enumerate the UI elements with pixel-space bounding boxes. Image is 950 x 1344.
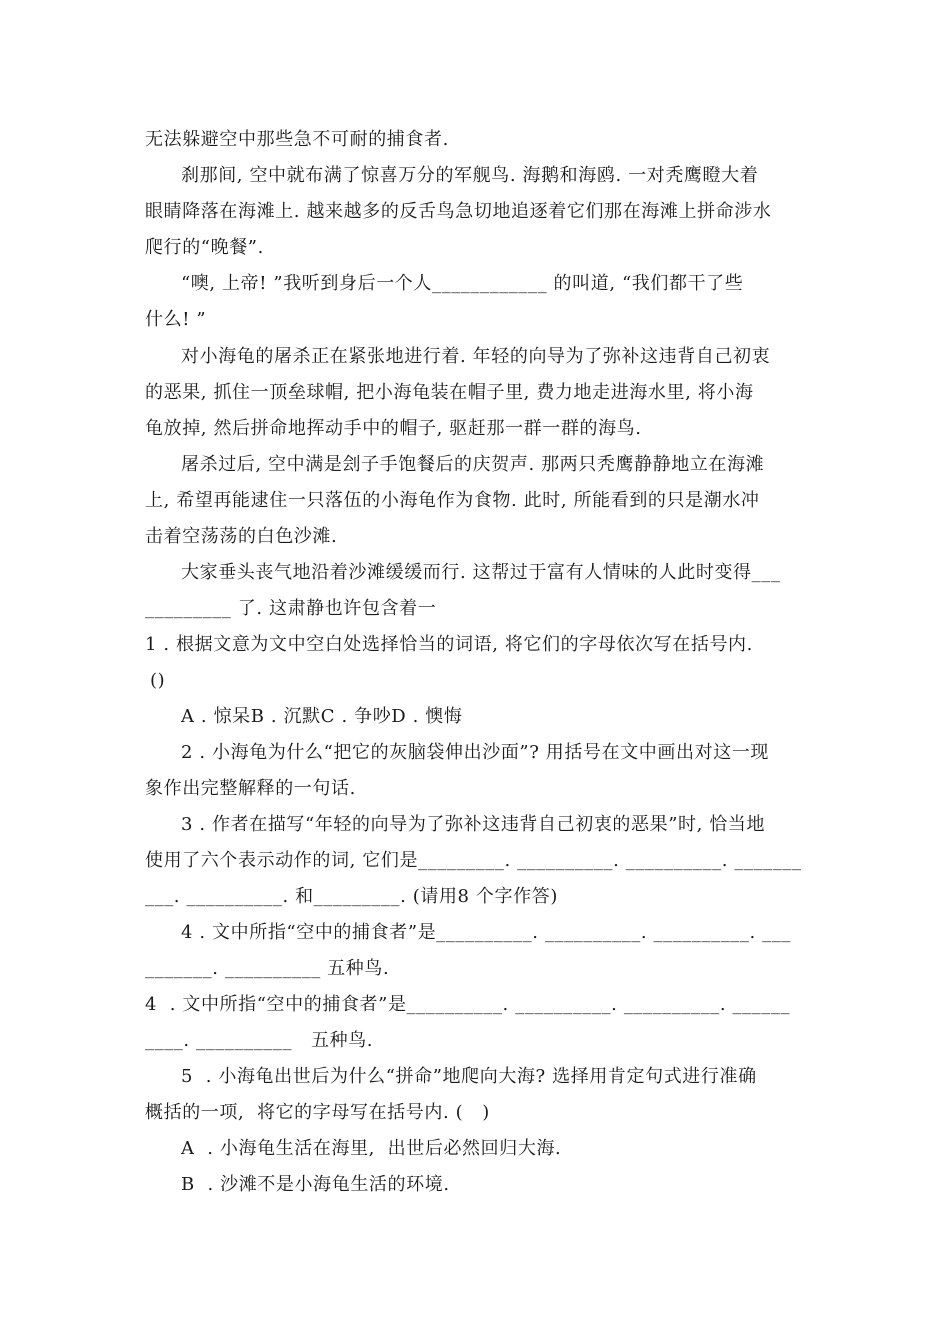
option-b: B . 沙滩不是小海龟生活的环境.: [181, 1174, 450, 1195]
text-line: 眼睛降落在海滩上. 越来越多的反舌鸟急切地追逐着它们那在海滩上拼命涉水: [145, 201, 772, 222]
text-line: 爬行的“晚餐”.: [145, 237, 264, 258]
text-line: 无法躲避空中那些急不可耐的捕食者.: [145, 129, 449, 150]
text-line: 什么! ”: [145, 309, 207, 330]
question-2: 2 . 小海龟为什么“把它的灰脑袋伸出沙面”? 用括号在文中画出对这一现: [181, 742, 769, 763]
text-line: 使用了六个表示动作的词, 它们是_________. __________. __________. _______: [145, 850, 802, 871]
text-line: 对小海龟的屠杀正在紧张地进行着. 年轻的向导为了弥补这违背自己初衷: [181, 346, 771, 367]
text-line: 大家垂头丧气地沿着沙滩缓缓而行. 这帮过于富有人情味的人此时变得___: [181, 562, 781, 583]
text-line: _________ 了. 这肃静也许包含着一: [145, 598, 437, 619]
text-line: 概括的一项, 将它的字母写在括号内. ( ): [145, 1102, 490, 1123]
option-list: A . 惊呆B . 沉默C . 争吵D . 懊悔: [181, 706, 463, 727]
text-line: 的恶果, 抓住一顶垒球帽, 把小海龟装在帽子里, 费力地走进海水里, 将小海: [145, 382, 754, 403]
text-line: 屠杀过后, 空中满是刽子手饱餐后的庆贺声. 那两只秃鹰静静地立在海滩: [181, 454, 765, 475]
text-line: “噢, 上帝! ”我听到身后一个人____________ 的叫道, “我们都干了些: [181, 273, 744, 294]
text-line: 上, 希望再能逮住一只落伍的小海龟作为食物. 此时, 所能看到的只是潮水冲: [145, 490, 760, 511]
text-line: 龟放掉, 然后拼命地挥动手中的帽子, 驱赶那一群一群的海鸟.: [145, 418, 642, 439]
text-line: 刹那间, 空中就布满了惊喜万分的军舰鸟. 海鹅和海鸥. 一对秃鹰瞪大着: [181, 165, 759, 186]
question-1: 1 . 根据文意为文中空白处选择恰当的词语, 将它们的字母依次写在括号内.: [145, 634, 753, 655]
question-5: 5 . 小海龟出世后为什么“拼命”地爬向大海? 选择用肯定句式进行准确: [181, 1066, 757, 1087]
question-4: 4 . 文中所指“空中的捕食者”是__________. __________. __________. ___: [181, 922, 791, 943]
answer-bracket: (): [150, 670, 166, 691]
question-4-repeat: 4 . 文中所指“空中的捕食者”是__________. __________. __________. ______: [145, 994, 791, 1015]
text-line: 象作出完整解释的一句话.: [145, 778, 356, 799]
text-line: ___. __________. 和_________. (请用8 个字作答): [145, 886, 558, 907]
text-line: 击着空荡荡的白色沙滩.: [145, 526, 338, 547]
text-line: ____. __________ 五种鸟.: [145, 1030, 374, 1051]
question-3: 3 . 作者在描写“年轻的向导为了弥补这违背自己初衷的恶果”时, 恰当地: [181, 814, 766, 835]
text-line: _______. __________ 五种鸟.: [145, 958, 390, 979]
option-a: A . 小海龟生活在海里, 出世后必然回归大海.: [181, 1138, 562, 1159]
